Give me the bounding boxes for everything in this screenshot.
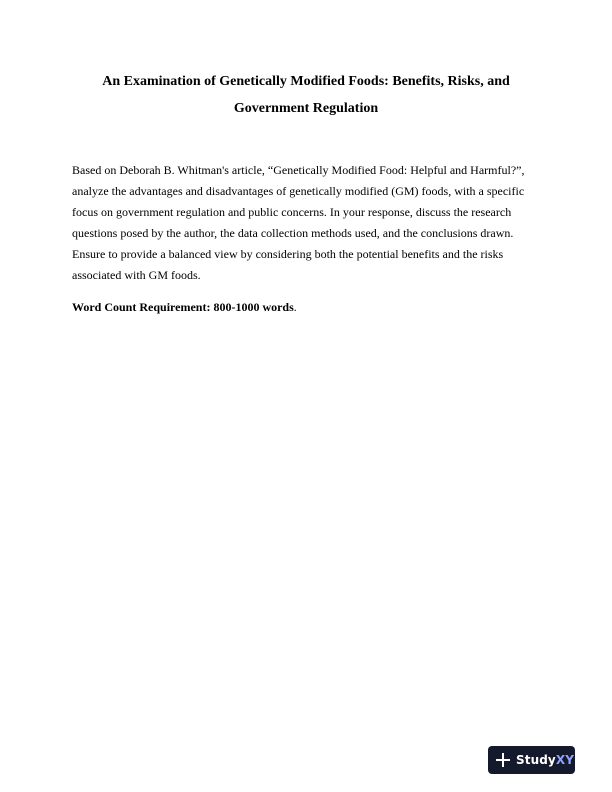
plus-icon	[496, 753, 510, 767]
requirement-suffix: .	[293, 300, 297, 314]
word-count-requirement	[72, 297, 542, 318]
brand-name	[516, 753, 574, 767]
studyxy-badge[interactable]	[488, 746, 575, 774]
brand-name-accent: XY	[555, 753, 574, 767]
document-title	[72, 68, 540, 122]
assignment-prompt: Based on Deborah B. Whitman's article, “Genetically Modified Food: Helpful and Harmful?”, analyze the advantages and disadvantages of genetically modified (GM) foods, with a specific focus on government regulation and public concerns. In your response, discuss the research questions posed by the author, the data collection methods used, and the conclusions drawn. Ensure to provide a balanced view by considering both the potential benefits and the risks associated with GM foods.	[72, 163, 525, 282]
requirement-label: Word Count Requirement: 800-1000 words	[72, 300, 294, 314]
title-line-2: Government Regulation	[233, 101, 379, 116]
brand-name-main: Study	[516, 753, 556, 767]
title-line-1: An Examination of Genetically Modified Foods: Benefits, Risks, and	[102, 74, 510, 89]
